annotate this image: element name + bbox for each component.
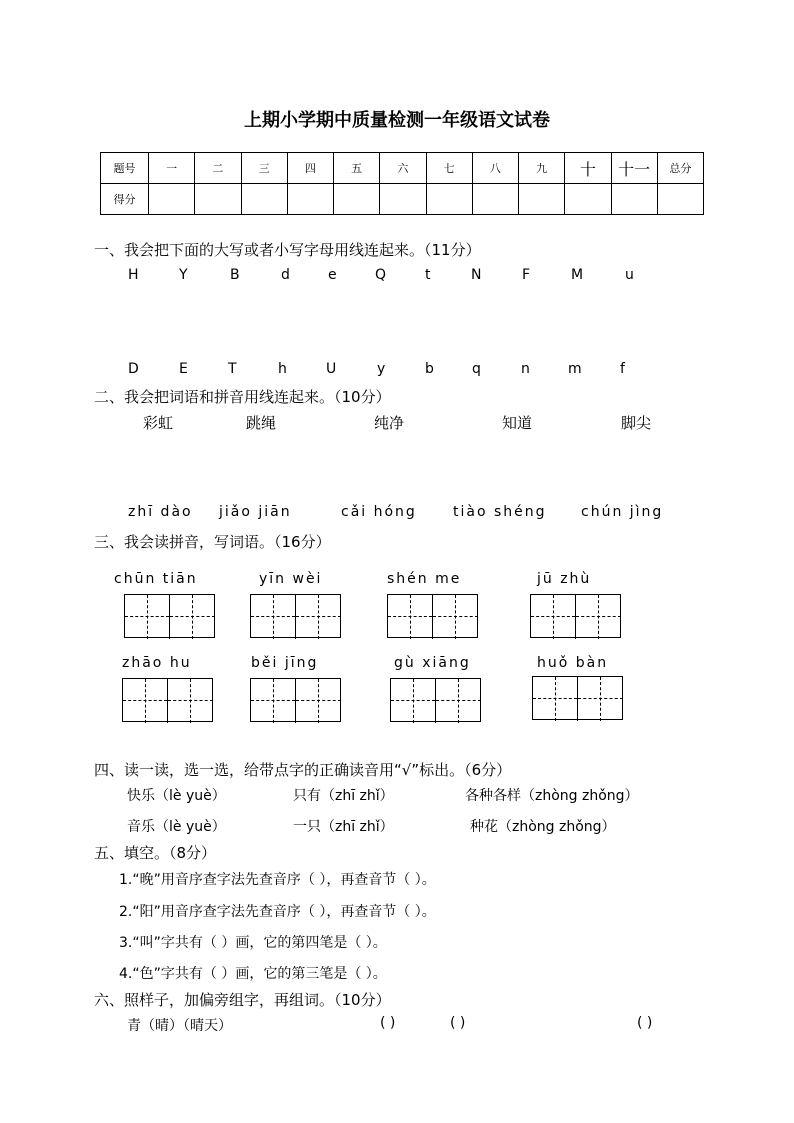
top-letter: N — [471, 267, 482, 283]
score-table — [100, 152, 704, 215]
top-letter: H — [128, 267, 139, 283]
score-cell[interactable] — [472, 184, 518, 215]
section2-heading: 二、我会把词语和拼音用线连起来。（10分） — [94, 388, 391, 406]
answer-blank[interactable]: ( ) — [637, 1015, 653, 1031]
score-cell[interactable] — [149, 184, 195, 215]
score-label: 得分 — [101, 184, 149, 215]
pinyin-prompt: běi jīng — [251, 655, 319, 671]
example-text: 青（晴）（晴天） — [127, 1018, 232, 1034]
pinyin-prompt: jū zhù — [537, 571, 592, 587]
col-10: 十 — [565, 153, 611, 184]
fill-item: 2.“阳”用音序查字法先查音序（ ），再查音节（ ）。 — [119, 904, 436, 920]
word: 跳绳 — [246, 414, 277, 432]
reading-option: 只有（zhī zhǐ） — [293, 788, 394, 804]
col-total: 总分 — [657, 153, 703, 184]
answer-blank[interactable]: ( ) — [380, 1015, 396, 1031]
top-letter: M — [571, 267, 584, 283]
section1-heading: 一、我会把下面的大写或者小写字母用线连起来。（11分） — [94, 241, 481, 259]
pinyin-prompt: huǒ bàn — [537, 655, 609, 671]
score-cell[interactable] — [611, 184, 657, 215]
pinyin: cǎi hóng — [341, 504, 417, 520]
writing-grid[interactable] — [124, 594, 215, 638]
fill-item: 1.“晚”用音序查字法先查音序（ ），再查音节（ ）。 — [119, 872, 436, 888]
col-11: 十一 — [611, 153, 657, 184]
top-letter: u — [625, 267, 634, 283]
writing-grid[interactable] — [122, 678, 213, 722]
top-letter: e — [328, 267, 337, 283]
score-cell[interactable] — [657, 184, 703, 215]
fill-item: 4.“色”字共有（ ）画，它的第三笔是（ ）。 — [119, 966, 387, 982]
writing-grid[interactable] — [250, 678, 341, 722]
reading-option: 一只（zhī zhǐ） — [293, 819, 394, 835]
pinyin-prompt: zhāo hu — [122, 655, 192, 671]
score-cell[interactable] — [519, 184, 565, 215]
col-7: 七 — [426, 153, 472, 184]
word: 彩虹 — [143, 414, 174, 432]
bottom-letter: h — [278, 361, 287, 377]
score-table-score-row — [101, 184, 704, 215]
reading-option: 种花（zhòng zhǒng） — [470, 819, 616, 835]
bottom-letter: b — [425, 361, 434, 377]
bottom-letter: q — [472, 361, 481, 377]
pinyin: jiǎo jiān — [219, 504, 292, 520]
top-letter: t — [425, 267, 431, 283]
writing-grid[interactable] — [530, 594, 621, 638]
bottom-letter: T — [228, 361, 237, 377]
fill-item: 3.“叫”字共有（ ）画，它的第四笔是（ ）。 — [119, 935, 387, 951]
col-4: 四 — [287, 153, 333, 184]
bottom-letter: n — [521, 361, 530, 377]
bottom-letter: D — [128, 361, 139, 377]
page-title: 上期小学期中质量检测一年级语文试卷 — [244, 110, 550, 131]
pinyin-prompt: yīn wèi — [259, 571, 323, 587]
writing-grid[interactable] — [532, 676, 623, 720]
reading-option: 各种各样（zhòng zhǒng） — [465, 788, 639, 804]
col-6: 六 — [380, 153, 426, 184]
score-cell[interactable] — [334, 184, 380, 215]
reading-option: 快乐（lè yuè） — [127, 788, 226, 804]
top-letter: B — [230, 267, 240, 283]
word: 纯净 — [374, 414, 405, 432]
score-cell[interactable] — [426, 184, 472, 215]
score-cell[interactable] — [287, 184, 333, 215]
pinyin: zhī dào — [128, 504, 193, 520]
pinyin: tiào shéng — [453, 504, 547, 520]
section3-heading: 三、我会读拼音，写词语。（16分） — [94, 533, 331, 551]
col-1: 一 — [149, 153, 195, 184]
section5-heading: 五、填空。（8分） — [94, 844, 217, 862]
writing-grid[interactable] — [387, 594, 478, 638]
section6-heading: 六、照样子，加偏旁组字，再组词。（10分） — [94, 991, 391, 1009]
col-2: 二 — [195, 153, 241, 184]
word: 知道 — [502, 414, 533, 432]
score-table-header-row — [101, 153, 704, 184]
bottom-letter: f — [620, 361, 625, 377]
pinyin-prompt: gù xiāng — [394, 655, 471, 671]
col-5: 五 — [334, 153, 380, 184]
top-letter: Q — [375, 267, 387, 283]
bottom-letter: U — [326, 361, 337, 377]
col-8: 八 — [472, 153, 518, 184]
top-letter: d — [281, 267, 290, 283]
bottom-letter: E — [179, 361, 188, 377]
writing-grid[interactable] — [390, 678, 481, 722]
pinyin-prompt: shén me — [387, 571, 462, 587]
pinyin: chún jìng — [581, 504, 664, 520]
bottom-letter: y — [377, 361, 386, 377]
score-cell[interactable] — [565, 184, 611, 215]
col-3: 三 — [241, 153, 287, 184]
section4-heading: 四、读一读，选一选，给带点字的正确读音用“√”标出。（6分） — [94, 761, 512, 779]
col-9: 九 — [519, 153, 565, 184]
bottom-letter: m — [568, 361, 582, 377]
top-letter: Y — [179, 267, 188, 283]
score-cell[interactable] — [195, 184, 241, 215]
answer-blank[interactable]: ( ) — [450, 1015, 466, 1031]
reading-option: 音乐（lè yuè） — [127, 819, 226, 835]
writing-grid[interactable] — [250, 594, 341, 638]
top-letter: F — [522, 267, 531, 283]
score-cell[interactable] — [241, 184, 287, 215]
word: 脚尖 — [621, 414, 652, 432]
pinyin-prompt: chūn tiān — [114, 571, 198, 587]
header-label: 题号 — [101, 153, 149, 184]
score-cell[interactable] — [380, 184, 426, 215]
